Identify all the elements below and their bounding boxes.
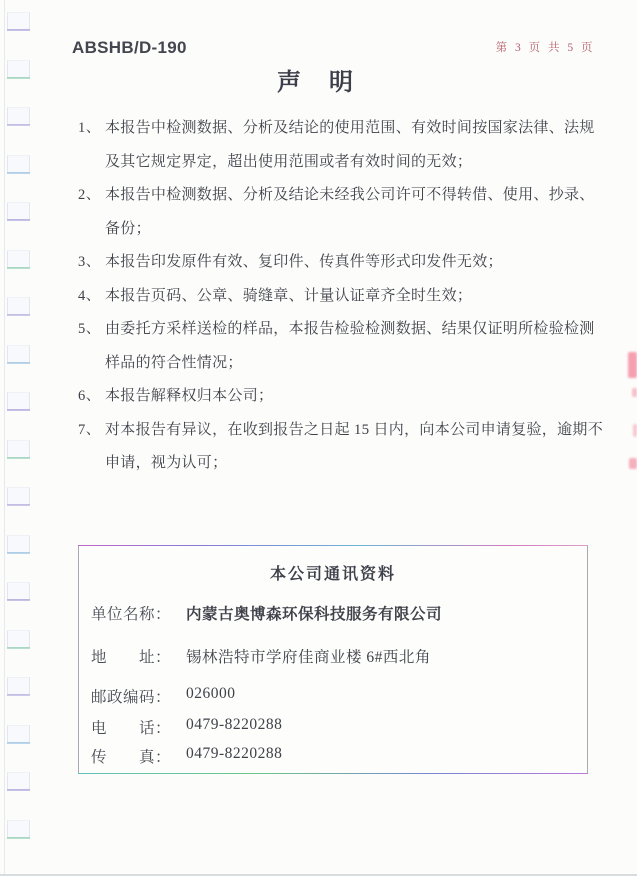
page-number: 第 3 页 共 5 页	[495, 42, 595, 54]
binding-hole-mark	[7, 725, 30, 743]
red-seal-fragment	[632, 388, 637, 397]
field-value: 0479-8220288	[186, 716, 283, 733]
statement-item	[78, 313, 608, 380]
page-title: 声 明	[277, 70, 355, 96]
statement-item	[78, 179, 608, 246]
contact-box-title: 本公司通讯资料	[269, 566, 396, 583]
scan-chroma-line	[78, 773, 588, 774]
field-value: 内蒙古奥博森环保科技服务有限公司	[186, 606, 443, 623]
statement-number: 5、	[78, 321, 101, 337]
red-seal-fragment	[629, 458, 637, 469]
scan-chroma-line	[78, 545, 588, 546]
statement-text: 申请，视为认可；	[105, 455, 228, 471]
binding-hole-mark	[7, 107, 30, 125]
binding-hole-mark	[7, 677, 30, 695]
statement-text: 样品的符合性情况；	[105, 354, 243, 371]
field-value: 0479-8220288	[186, 745, 283, 762]
binding-hole-mark	[7, 582, 30, 600]
binding-hole-mark	[7, 630, 30, 648]
statement-text: 本报告中检测数据、分析及结论的使用范围、有效时间按国家法律、法规	[105, 120, 595, 136]
binding-hole-mark	[7, 820, 30, 838]
binding-hole-mark	[7, 440, 30, 458]
statement-text: 备份；	[105, 220, 151, 237]
statement-text: 由委托方采样送检的样品，本报告检验检测数据、结果仅证明所检验检测	[105, 321, 595, 337]
contact-rows	[91, 602, 587, 774]
statement-list	[78, 112, 608, 481]
scan-edge-line	[4, 0, 5, 876]
field-value: 锡林浩特市学府佳商业楼 6#西北角	[186, 649, 431, 666]
statement-item	[78, 112, 608, 179]
binding-hole-mark	[7, 535, 30, 553]
statement-item	[78, 380, 608, 414]
statement-item	[78, 280, 608, 314]
contact-info-box	[78, 545, 588, 774]
statement-number: 3、	[78, 254, 101, 270]
statement-number: 4、	[78, 287, 101, 304]
field-value: 026000	[186, 685, 236, 702]
binding-hole-mark	[7, 297, 30, 315]
contact-row-fax	[91, 745, 587, 774]
document-code: ABSHB/D-190	[72, 38, 187, 57]
field-label: 地 址：	[91, 649, 172, 666]
statement-text: 及其它规定界定，超出使用范围或者有效时间的无效；	[105, 153, 473, 170]
contact-row-company	[91, 602, 587, 645]
statement-number: 2、	[78, 187, 101, 203]
red-seal-fragment	[628, 352, 637, 378]
binding-hole-mark	[7, 250, 30, 268]
contact-row-address	[91, 645, 587, 685]
binding-hole-mark	[7, 345, 30, 363]
statement-number: 7、	[78, 421, 101, 438]
statement-text: 本报告中检测数据、分析及结论未经我公司许可不得转借、使用、抄录、	[105, 187, 595, 203]
binding-hole-mark	[7, 155, 30, 173]
statement-item	[78, 246, 608, 280]
binding-hole-mark	[7, 487, 30, 505]
statement-item	[78, 414, 608, 481]
red-seal-fragment	[633, 424, 637, 437]
field-label: 单位名称：	[91, 606, 172, 623]
contact-row-phone	[91, 716, 587, 745]
field-label: 电 话：	[91, 720, 172, 737]
field-label: 邮政编码：	[91, 689, 172, 706]
statement-number: 6、	[78, 388, 101, 404]
statement-text: 本报告印发原件有效、复印件、传真件等形式印发件无效；	[105, 254, 503, 270]
field-label: 传 真：	[91, 749, 172, 766]
binding-hole-mark	[7, 202, 30, 220]
statement-text: 本报告解释权归本公司；	[105, 388, 274, 404]
contact-row-postcode	[91, 685, 587, 716]
statement-text: 对本报告有异议，在收到报告之日起 15 日内，向本公司申请复验，逾期不	[105, 421, 604, 438]
statement-number: 1、	[78, 120, 101, 136]
binding-hole-mark	[7, 392, 30, 410]
binding-hole-mark	[7, 772, 30, 790]
binding-hole-mark	[7, 12, 30, 30]
statement-text: 本报告页码、公章、骑缝章、计量认证章齐全时生效；	[105, 287, 473, 304]
